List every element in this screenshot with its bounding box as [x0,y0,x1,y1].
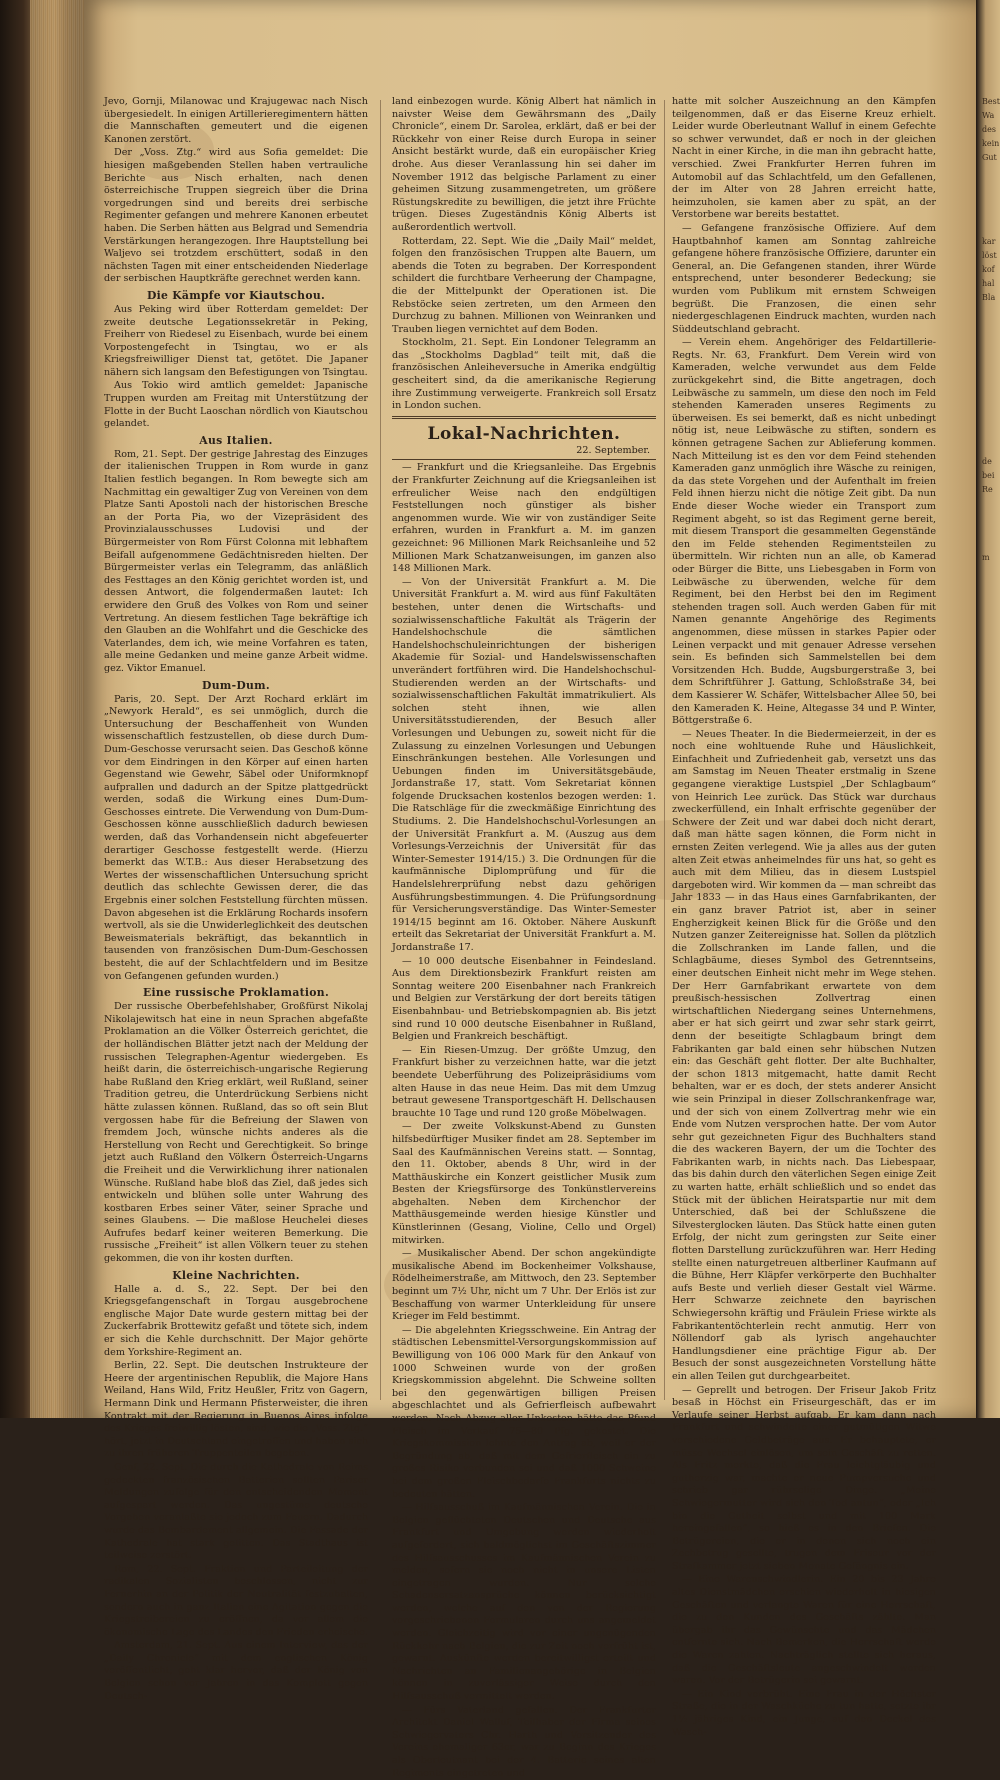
article-text: Berlin, 22. Sept. Die deutschen Instrukteure der Heere der argentinischen Republik, die Majore Hans Weiland, Hans Wild, Fritz Heußler, Fritz von Gagern, Hermann Dink und Hermann Pfisterweister, die ihren Kontrakt mit der Regierung in Buenos Aires infolge des Krieges freiwillig lösten, sind, wie die „Voss. Ztg.“ hört, jetzt in Deutschland eingetroffen und haben sich zu ihren früheren Truppenteilen begeben. [104,1360,369,1460]
headline-kiautschou: Die Kämpfe vor Kiautschou. [146,288,326,302]
column-2 [392,96,656,1779]
headline-proklamation: Eine russische Proklamation. [142,986,330,1000]
adjacent-page-fragment: kof [982,265,995,274]
article-text: Rom, 22. Sept. Fraktion und Parteileitung der radikalen Sozialisten beschlossen, nicht zur Fernerhin an der Politik der Neutralität festzuhalten, sondern auch in ganz Italien eine Agitation gegen die Kriegstreibereien zu eröffnen, da vor allem die ökonomische Lage des Landes den Frieden erheische. [104,1563,368,1638]
column-rule-2 [664,100,665,1400]
column-1 [104,96,369,1702]
article-text: Aus Peking wird über Rotterdam gemeldet: Der zweite deutsche Legationssekretär in Peking, Freiherr von Riedesel zu Eisenbach, wurde bei einem Vorpostengefecht in Tsingtau, wo er als Kriegsfreiwilliger Dienst tat, getötet. Die Japaner nähern sich langsam den Befestigungen von Tsingtau. [104,303,368,378]
adjacent-page-fragment: Bla [982,293,996,302]
article-text: Genf, 22. Sept. Die durch die Kathedrale von Reims gedeckten französischen Batterien sollten Pariser Meldungen zufolge für den entscheidenden Moment aufgespart werden. Das ungestüme deutsche Vorgehen veranlaßte sie jedoch zum Feuern. Dadurch wurde das Bombardement allgemein. Die Fassade der Kathedrale hat stark gelitten. Das Stadthaus ist teilweise zerstört. [104,1461,368,1562]
dateline: 22. September. [576,444,650,456]
adjacent-page-fragment: de [982,457,992,466]
headline-lokal-nachrichten: Lokal-Nachrichten. [427,423,621,444]
article-text: — Geprellt und betrogen. Der Friseur Jakob Fritz besaß in Höchst ein Friseurgeschäft, das er im Verlaufe seiner Herbst aufgab. Er kam dann nach Frankfurt und schwindelte einer gutmütigen Witwe verschiedene Geldbeträge aus. Er behauptete, er müsse Wechsel einlösen, um sein Geschäft zu retten. Als Fritz merkte, daß die Frau leichtgläubig und gutherzig war, machte er neue Pumpversuche und schrieb gar rührselige Dinge. „Meine Schwiegermutter wird sich den Tod antun“, oder „Ich bin die Gutheit selbst und mit 100 Mark hereingefallen“, so hieß es in den Briefen. Die Betrügereien, die er in denen sich noch ein Zechbetrug gesellte, trugen dem Friseur vor der Strafkammer jetzt sieben Monate Gefängnis ein. [672,1384,936,1572]
page-edges [30,0,90,1418]
adjacent-page-fragment: bei [982,471,995,480]
article-text: — Musikalischer Abend. Der schon angekündigte musikalische Abend im Bockenheimer Volkshause, Rödelheimerstraße, am Mittwoch, den 23. September beginnt um 7½ Uhr, nicht um 7 Uhr. Der Erlös ist zur Beschaffung von warmer Unterkleidung für unsere Krieger im Feld bestimmt. [392,1248,656,1323]
adjacent-page-fragment: Wa [982,111,995,120]
section-divider [392,416,656,419]
article-text: — 10 000 deutsche Eisenbahner in Feindesland. Aus dem Direktionsbezirk Frankfurt reisten am Sonntag weitere 200 Eisenbahner nach Frankreich und Belgien zur Verstärkung der dort bereits tätigen Eisenbahnbau- und Betriebskompagnien ab. Bis jetzt sind rund 10 000 deutsche Eisenbahner in Rußland, Belgien und Frankreich beschäftigt. [392,955,656,1043]
article-text: — Eine Warenschwindlerin. Ein 20 bis 23 Jahre altes Dienstmädchen erschien wiederholt in hiesigen Geschäften und verlangte Waren für eine Herrschaft, die zu den Kunden des Geschäfts zählte. Man übergab ihr das Gewünschte und das Mädchen entfernte sich. Nach Bemerken, die Herrschaft werde die Waren zahlen. Nachträglich stellte sich heraus, daß die Geschäftsleute angeschwindelt worden waren. Vor der Betrügerin sei gewarnt. [672,1574,936,1687]
adjacent-page-fragment: Re [982,485,993,494]
adjacent-page-fragment: m [982,553,990,562]
article-text: — Hilfsausschuß im Kaufmännischen Verein. Die in Belgien geflüchteten Deutschen und Deutsche aus Frankfurt und Umgebung werden wiederholt aufgefordert, sich baldmöglichst im Geschäftszimmer des Hilfsausschusses im Kaufmännischen Verein zu melden, sofern sie noch nicht in unsere Listen eingetragen wurden. Nur solche Schadensersatzansprüche können berücksichtigt werden, welche auf den von der Regierung vorgeschriebenen Formularen durch uns angemeldet werden. Gleichzeitig wird vor einer ungenügenden Rückkehr nach Belgien, die zur Zeit noch verfrüht ist, gewarnt. Auskünfte werden bereitwilligst erteilt und Nachrichten an Familienangehörige in Belgien können in zuverlässiger Weise durch den Hilfsausschuß vermittelt werden. [392,1502,656,1703]
headline-kleine-nachrichten: Kleine Nachrichten. [172,1268,300,1282]
adjacent-page-fragment: kein [982,139,1000,148]
article-text: Rom, 21. Sept. Der gestrige Jahrestag des Einzuges der italienischen Truppen in Rom wurde in ganz Italien festlich begangen. In Rom bewegte sich am Nachmittag ein gewaltiger Zug von Vereinen von dem Platze Santi Apostoli nach der historischen Bresche an der Porta Pia, wo der Vizepräsident des Provinzialausschusses Ludovisi und der Bürgermeister von Rom Fürst Colonna mit lebhaftem Beifall aufgenommene Gedächtnisreden hielten. Der Bürgermeister verlas ein Telegramm, das anläßlich des Festtages an den König gerichtet worden ist, und dessen Antwort, die folgendermaßen lautet: Ich erwidere den Gruß des Volkes von Rom und seiner Vertretung. An diesem festlichen Tage bekräftige ich den Glauben an die Wohlfahrt und die Geschicke des Vaterlandes, dem ich, wie meine Vorfahren es taten, alle meine Gedanken und meine ganze Arbeit widme. gez. Viktor Emanuel. [104,448,368,674]
article-text: land einbezogen wurde. König Albert hat nämlich in naivster Weise dem Gewährsmann des „Daily Chronicle“, einem Dr. Sarolea, erklärt, daß er bei der Rückkehr von einer Reise durch Europa in seiner Ansicht bestärkt wurde, daß ein europäischer Krieg drohe. Aus dieser Veranlassung hin sei daher im November 1912 das belgische Parlament zu einer geheimen Sitzung zusammengetreten, um größere Rüstungskredite zu bewilligen, die jetzt ihre Früchte trügen. Dieses Zugeständnis König Alberts ist außerordentlich wertvoll. [392,96,656,233]
article-text: — Frankfurt und die Kriegsanleihe. Das Ergebnis der Frankfurter Zeichnung auf die Kriegsanleihen ist erfreulicher Weise nach den endgültigen Feststellungen noch günstiger als bisher angenommen wurde. Wie wir von zuständiger Seite erfahren, wurden in Frankfurt a. M. im ganzen gezeichnet: 96 Millionen Mark Reichsanleihe und 52 Millionen Mark Schatzanweisungen, im ganzen also 148 Millionen Mark. [392,462,656,575]
article-text: Halle a. d. S., 22. Sept. Der bei den Kriegsgefangenschaft in Torgau ausgebrochene englische Major Date wurde gestern mittag bei der Zuckerfabrik Brottewitz gefaßt und tötete sich, indem er sich die Kehle durchschnitt. Der Major gehörte dem Yorkshire-Regiment an. [104,1283,368,1358]
column-3 [672,96,936,1738]
adjacent-page-fragment: des [982,125,996,134]
adjacent-page-fragment: Best [982,97,1000,106]
adjacent-page-fragment: hal [982,279,995,288]
article-text: — Ein Kind verbrüht. Eine Frau in der Höchster Straße, die in der Waschküche zu tun hatte, setzte ihr 1½ jähriges Kind, ein Junge, auf den Deckel des Wasch- [672,1688,936,1738]
article-text: — Von der Universität Frankfurt a. M. Die Universität Frankfurt a. M. wird aus fünf Fakultäten bestehen, unter denen die Wirtschafts- und sozialwissenschaftliche Fakultät als Trägerin der Handelshochschule die sämtlichen Handelshochschuleinrichtungen der bisherigen Akademie für Sozial- und Handelswissenschaften unverändert fortführen wird. Die Handelshochschul-Studierenden werden an der Wirtschafts- und sozialwissenschaftlichen Fakultät immatrikuliert. Als solchen steht ihnen, wie allen Universitätsstudierenden, der Besuch aller Vorlesungen und Uebungen zu, soweit nicht für die Zulassung zu einzelnen Vorlesungen und Uebungen Einschränkungen bestehen. Alle Vorlesungen und Uebungen finden im Universitätsgebäude, Jordanstraße 17, statt. Vom Sekretariat können folgende Drucksachen kostenlos bezogen werden: 1. Die Ratschläge für die zweckmäßige Einrichtung des Studiums. 2. Die Handelshochschul-Vorlesungen an der Universität Frankfurt a. M. (Auszug aus dem Vorlesungs-Verzeichnis der Universität für das Winter-Semester 1914/15.) 3. Die Ordnungen für die kaufmännische Diplomprüfung und für die Handelslehrerprüfung nebst dazu gehörigen Ausführungsbestimmungen. 4. Die Prüfungsordnung für Versicherungsverständige. Das Winter-Semester 1914/15 beginnt am 16. Oktober. Nähere Auskunft erteilt das Sekretariat der Universität Frankfurt a. M. Jordanstraße 17. [392,576,656,953]
article-text: — Neues Theater. In die Biedermeierzeit, in der es noch eine wohltuende Ruhe und Häuslichkeit, Einfachheit und Zufriedenheit gab, versetzt uns das am Samstag im Neuen Theater erstmalig in Szene gegangene vieraktige Lustspiel „Der Schlagbaum“ von Heinrich Lee zurück. Das Stück war durchaus zweckerfüllend, ein Inhalt erfrischte gegenüber der Schwere der Zeit und war dabei doch nicht derart, daß man hätte sagen können, die Form nicht in ernsten Zeiten verlegend. Wie ja alles aus der guten alten Zeit etwas anheimelndes für uns hat, so geht es auch mit dem Milieu, das in diesem Lustspiel dargeboten wird. Wir kommen da — man schreibt das Jahr 1833 — in das Haus eines Garnfabrikanten, der ein ganz braver Patriot ist, aber in seiner Engherzigkeit keinen Blick für die Größe und den Nutzen ganzer Zeitereignisse hat. Sollen da plötzlich die Zollschranken im Lande fallen, und die Schlagbäume, dieses Symbol des Getrenntseins, einer deutschen Einheit nicht mehr im Wege stehen. Der Herr Garnfabrikant erwartete von dem preußisch-hessischen Zollvertrag einen wirtschaftlichen Niedergang seines Unternehmens, aber er hat sich geirrt und zwar sehr stark geirrt, denn der beseitigte Schlagbaum bringt dem Fabrikanten gar bald einen sehr hübschen Nutzen ein: das Geschäft geht flotter. Der alte Buchhalter, der schon 1813 mitgemacht, hatte damit Recht behalten, war er es doch, der stets anderer Ansicht wie sein Prinzipal in dieser Zollschrankenfrage war, und der sich von einem Zollvertrag mehr wie ein Ende vom Nutzen versprochen hatte. Der vom Autor sehr gut gezeichneten Figur des Buchhalters stand die des wackeren Bayern, der um die Tochter des Fabrikanten warb, in nichts nach. Das Liebespaar, das bis dahin durch den väterlichen Segen einige Zeit zu warten hatte, erhält schließlich und so endet das Stück mit der üblichen Heiratspartie nur mit dem Unterschied, daß bei der Schlußszene die Silvesterglocken läuten. Das Stück hatte einen guten Erfolg, der nicht zum geringsten zur Seite einer flotten Darstellung zurückzuführen war. Herr Heding stellte einen naturgetreuen altberliner Kaufmann auf die Bühne, Herr Kläpfer verkörperte den Buchhalter aufs Beste und verlieh dieser Gestalt viel Wärme. Herr Schwarze zeichnete den bayrischen Schwiegersohn kräftig und Fräulein Friese wirkte als Fabrikantentöchterlein recht anmutig. Herr von Nöllendorf gab als lyrisch angehauchter Handlungsdiener eine prächtige Figur ab. Der Besuch der sonst ausgezeichneten Vorstellung hätte ein allen Teilen gut durchgearbeitet. [672,728,936,1382]
adjacent-page-fragment: löst [982,251,997,260]
section-divider [392,459,656,460]
article-text: Der russische Oberbefehlshaber, Großfürst Nikolaj Nikolajewitsch hat eine in neun Sprachen abgefaßte Proklamation an die Völker Österreich gerichtet, die der holländischen Blätter jetzt nach der Meldung der russischen Telegraphen-Agentur wiedergeben. Es heißt darin, die österreichisch-ungarische Regierung habe Rußland den Krieg erklärt, weil Rußland, seiner Tradition getreu, die Unterdrückung Serbiens nicht hätte zulassen können. Rußland, das so oft sein Blut vergossen habe für die Befreiung der Slawen von fremdem Joch, wünsche nichts anderes als die Herstellung von Recht und Gerechtigkeit. So bringe jetzt auch Rußland den Völkern Österreich-Ungarns die Freiheit und die Verwirklichung ihrer nationalen Wünsche. Rußland habe bloß das Ziel, daß jedes sich entwickeln und blühen solle unter Wahrung des kostbaren Erbes seiner Väter, seiner Sprache und seines Glaubens. — Die maßlose Heuchelei dieses Aufrufes bedarf keiner weiteren Bemerkung. Die russische „Freiheit“ ist allen Völkern teuer zu stehen gekommen, die von ihr kosten durften. [104,1001,368,1265]
article-text: Rotterdam, 22. Sept. Wie die „Daily Mail“ meldet, folgen den französischen Truppen alte Bauern, um abends die Toten zu begraben. Der Korrespondent schildert die furchtbare Verheerung der Champagne, die der Mittelpunkt der Operationen ist. Die Rebstöcke seien zertreten, um den Armeen den Durchzug zu bahnen. Millionen von Weinranken und Trauben liegen vernichtet auf dem Boden. [392,235,656,335]
article-text: — Fürs Vaterland gefallen. Der Frankfurter Architekt Daniel Walluf, Teilhaber der Firma seines Schwiegervaters Chr. Harth und Vorsitzender des Vereins ehemaliger 63er, war zu Beginn des Krieges als Oberleutnant bei der 4. Batterie seines alten Regiments eingetreten und [392,1704,656,1779]
article-text: Paris, 20. Sept. Der Arzt Rochard erklärt im „Newyork Herald“, es sei unmöglich, durch die Untersuchung der Beschaffenheit von Wunden wissenschaftlich festzustellen, ob diese durch Dum-Dum-Geschosse verursacht seien. Das Geschoß könne vor dem Eindringen in den Körper auf einen harten Gegenstand wie Gewehr, Säbel oder Uniformknopf aufprallen und dadurch an der Spitze plattgedrückt werden, sodaß die Wirkung eines Dum-Dum-Geschosses eintrete. Die Verwendung von Dum-Dum-Geschossen könne ausschließlich dadurch bewiesen werden, daß das Vorhandensein nicht abgefeuerter derartiger Geschosse festgestellt werde. (Hierzu bemerkt das W.T.B.: Aus dieser Herabsetzung des Wertes der wissenschaftlichen Untersuchung spricht deutlich das schlechte Gewissen derer, die das Ergebnis einer solchen Feststellung fürchten müssen. Davon abgesehen ist die Erklärung Rochards insofern wertvoll, als sie die Unwiderleglichkeit des deutschen Beweismaterials bekräftigt, das bekanntlich in tausenden von französischen Dum-Dum-Geschossen besteht, die auf der Schlachtfeldern und im Besitze von Gefangenen gefunden wurden.) [104,693,368,982]
article-text: — Ein Riesen-Umzug. Der größte Umzug, den Frankfurt bisher zu verzeichnen hatte, war die jetzt beendete Ueberführung des Polizeipräsidiums vom alten Hause in das neue Heim. Das mit dem Umzug betraut gewesene Transportgeschäft H. Dellschausen brauchte 10 Tage und rund 120 große Möbelwagen. [392,1044,656,1119]
adjacent-page-fragment: Gut [982,153,997,162]
article-text: Der „Voss. Ztg.“ wird aus Sofia gemeldet: Die hiesigen maßgebenden Stellen haben vertrauliche Berichte aus Nisch erhalten, nach denen österreichische Truppen siegreich über die Drina vorgedrungen sind und bereits drei serbische Regimenter gefangen und mehrere Kanonen erbeutet haben. Die Serben hätten aus Belgrad und Semendria Verstärkungen herangezogen. Ihre Hauptstellung bei Waljevo sei trotzdem erschüttert, sodaß in den nächsten Tagen mit einer entscheidenden Niederlage der serbischen Hauptkräfte gerechnet werden kann. [104,147,368,285]
article-text: — Der zweite Volkskunst-Abend zu Gunsten hilfsbedürftiger Musiker findet am 28. September im Saal des Kaufmännischen Vereins statt. — Sonntag, den 11. Oktober, abends 8 Uhr, wird in der Matthäuskirche ein Konzert geistlicher Musik zum Besten der Kriegsfürsorge des Tonkünstlervereins abgehalten. Neben dem Kirchenchor der Matthäusgemeinde werden hiesige Künstler und Künstlerinnen (Gesang, Violine, Cello und Orgel) mitwirken. [392,1121,656,1246]
article-text: — Die abgelehnten Kriegsschweine. Ein Antrag der städtischen Lebensmittel-Versorgungskommission auf Bewilligung von 106 000 Mark für den Ankauf von 1000 Schweinen wurde von der großen Kriegskommission abgelehnt. Die Schweine sollten bei den gegenwärtigen billigen Preisen abgeschlachtet und als Gefrierfleisch aufbewahrt werden. Nach Abzug aller Unkosten hätte das Pfund Fleisch im Verkauf 75—80 Pfg. gekostet. Die Kriegskommission lehnte den Antrag ab, weil er der Begründung ab, daß mit dem Gefrierfleisch ein zu großes Risiko verbunden sei und daß 1000 Schweine bei dem großen Fleischbedarfe Frankfurts nichts zu bedeuten hätten. [392,1324,656,1500]
article-text: — Gefangene französische Offiziere. Auf dem Hauptbahnhof kamen am Sonntag zahlreiche gefangene höhere französische Offiziere, darunter ein General, an. Die Gefangenen standen, ihrer Würde entsprechend, unter besonderer Bedeckung; sie wurden vom Publikum mit ernstem Schweigen begrüßt. Die Franzosen, die einen sehr niedergeschlagenen Eindruck machten, wurden nach Süddeutschland gebracht. [672,222,936,335]
headline-italien: Aus Italien. [199,433,273,447]
article-text: Aus Tokio wird amtlich gemeldet: Japanische Truppen wurden am Freitag mit Unterstützung der Flotte in der Bucht Laoschan nördlich von Kiautschou gelandet. [104,380,368,430]
article-text: — Verein ehem. Angehöriger des Feldartillerie-Regts. Nr. 63, Frankfurt. Dem Verein wird von Kameraden, welche verwundet aus dem Felde zurückgekehrt sind, die Bitte angetragen, doch Leibwäsche zu sammeln, um diese den noch im Feld stehenden Kameraden unseres Regiments zu überweisen. Es sei bemerkt, daß es nicht unbedingt nötig ist, neue Leibwäsche zu stiften, sondern es können getragene Sachen zur Ablieferung kommen. Nach Mitteilung ist es den vor dem Feind stehenden Kameraden ganz unmöglich ihre Wäsche zu reinigen, da das stete Vorgehen und der Aufenthalt im freien Feld ihnen hierzu nicht die nötige Zeit gibt. Da nun Ende dieser Woche wieder ein Transport zum Regiment abgeht, so ist das Regiment gerne bereit, mit diesem Transport die gesammelten Gegenstände den im Felde stehenden Regimentsteilen zu übermitteln. Wir richten nun an alle, ob Kamerad oder Bürger die Bitte, uns Liebesgaben in Form von Leibwäsche zu überwenden, welche für dem Regiment, bei den Herbst bei den im Regiment stehenden tragen soll. Auch werden Gaben für mit Namen genannte Angehörige des Regiments angenommen, diese müssen in starkes Papier oder Leinen verpackt und mit genauer Adresse versehen sein. Es befinden sich Sammelstellen bei dem Vorsitzenden Hch. Budde, Augsburgerstraße 3, bei dem Schriftführer J. Gattung, Schloßstraße 34, bei dem Kassierer W. Schäfer, Wittelsbacher Allee 50, bei den Kameraden K. Heine, Altegasse 34 und P. Winter, Böttgerstraße 6. [672,337,936,727]
article-text: Stockholm, 21. Sept. Ein Londoner Telegramm an das „Stockholms Dagblad“ teilt mit, daß die französischen Anleiheversuche in Amerika endgültig gescheitert sind, da die amerikanische Regierung ihre Zustimmung verweigerte. Frankreich soll Ersatz in London suchen. [392,337,656,412]
headline-dumdum: Dum-Dum. [202,678,270,692]
article-text: Amsterdam, 21. Sept. Aus einem Interview, das der „Daily Chronicle“ mit dem englischen König veröffentlicht, geht klar hervor, daß der König von Belgien schon vor Jahren in das Komplott gegen Deutsch- [104,1640,368,1702]
column-rule-1 [380,100,381,1400]
article-text: Jevo, Gornji, Milanowac und Krajugewac nach Nisch übergesiedelt. In einigen Artillerieregimentern hätten die Mannschaften gemeutert und die eigenen Kanonen zerstört. [104,96,368,145]
adjacent-page-edge [976,0,1000,1418]
adjacent-page-fragment: kar [982,237,996,246]
article-text: hatte mit solcher Auszeichnung an den Kämpfen teilgenommen, daß er das Eiserne Kreuz erhielt. Leider wurde Oberleutnant Walluf in einem Gefechte so schwer verwundet, daß er noch in der gleichen Nacht in einer Kirche, in die man ihn gebracht hatte, verschied. Zwei Frankfurter Herren fuhren im Automobil auf das Schlachtfeld, um den Gefallenen, der im Alter von 28 Jahren erreicht hatte, heimzuholen, sie kamen aber zu spät, an der Verstorbene war bereits bestattet. [672,96,936,221]
